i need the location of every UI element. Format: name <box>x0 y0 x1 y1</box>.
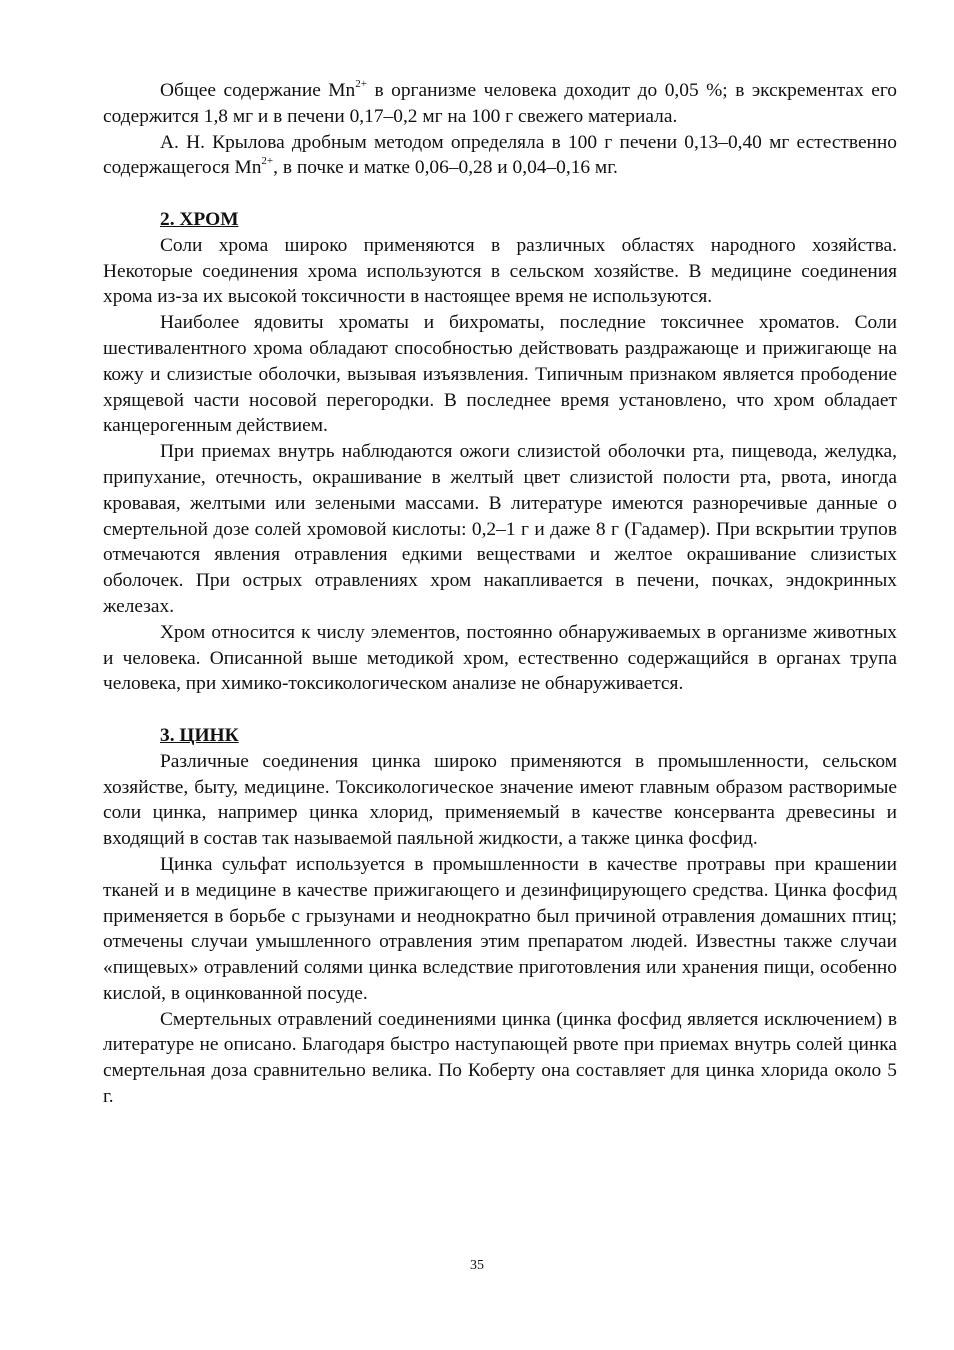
chrome-paragraph: Наиболее ядовиты хроматы и бихроматы, последние токсичнее хроматов. Соли шестивалентного хрома обладают способностью действовать раздражающе и прижигающе на кожу и слизистые оболочки, вызывая изъязвления. Типичным признаком является прободение хрящевой части носовой перегородки. В последнее время установлено, что хром обладает канцерогенным действием. <box>103 312 897 437</box>
section-heading-zinc: 3. ЦИНК <box>160 724 239 746</box>
manganese-krylova-paragraph: А. Н. Крылова дробным методом определяла в 100 г печени 0,13–0,40 мг естественно содержащегося $Mn^{2+}$, в почке и матке 0,06–0,28 и 0,04–0,16 мг. <box>103 131 897 179</box>
section-gap <box>103 181 897 207</box>
manganese-content-paragraph: Общее содержание $Mn^{2+}$ в организме человека доходит до 0,05 %; в экскрементах его содержится 1,8 мг и в печени 0,17–0,2 мг на 100 г свежего материала. <box>103 78 897 127</box>
superscript-charge: 2+ <box>355 78 367 90</box>
zinc-paragraph: Смертельных отравлений соединениями цинка (цинка фосфид является исключением) в литературе не описано. Благодаря быстро наступающей рвоте при приемах внутрь солей цинка смертельная доза сравнительно велика. По Коберту она составляет для цинка хлорида около 5 г. <box>103 1008 897 1108</box>
zinc-paragraph: Цинка сульфат используется в промышленности в качестве протравы при крашении тканей и в медицине в качестве прижигающего и дезинфицирующего средства. Цинка фосфид применяется в борьбе с грызунами и неоднократно был причиной отравления домашних птиц; отмечены случаи умышленного отравления этим препаратом людей. Известны также случаи «пищевых» отравлений солями цинка вследствие приготовления или хранения пищи, особенно кислой, в оцинкованной посуде. <box>103 853 897 1004</box>
superscript-charge: 2+ <box>261 155 274 168</box>
page-body <box>103 78 897 1110</box>
section-gap <box>103 697 897 723</box>
chrome-paragraph: При приемах внутрь наблюдаются ожоги слизистой оболочки рта, пищевода, желудка, припухание, отечность, окрашивание в желтый цвет слизистой полости рта, рвота, иногда кровавая, желтыми или зелеными массами. В литературе имеются разноречивые данные о смертельной дозе солей хромовой кислоты: 0,2–1 г и даже 8 г (Гадамер). При вскрытии трупов отмечаются явления отравления едкими веществами и желтое окрашивание слизистых оболочек. При острых отравлениях хром накапливается в печени, почках, эндокринных железах. <box>103 441 897 617</box>
chrome-paragraph: Соли хрома широко применяются в различных областях народного хозяйства. Некоторые соединения хрома используются в сельском хозяйстве. В медицине соединения хрома из-за их высокой токсичности в настоящее время не используются. <box>103 234 897 308</box>
zinc-paragraph: Различные соединения цинка широко применяются в промышленности, сельском хозяйстве, быту, медицине. Токсикологическое значение имеют главным образом растворимые соли цинка, например цинка хлорид, применяемый в качестве консерванта древесины и входящий в состав так называемой паяльной жидкости, а также цинка фосфид. <box>103 750 897 850</box>
chrome-paragraph: Хром относится к числу элементов, постоянно обнаруживаемых в организме животных и человека. Описанной выше методикой хром, естественно содержащийся в органах трупа человека, при химико-токсикологическом анализе не обнаруживается. <box>103 621 897 695</box>
section-heading-chrome: 2. ХРОМ <box>160 208 239 230</box>
page-number: 35 <box>470 1258 484 1273</box>
